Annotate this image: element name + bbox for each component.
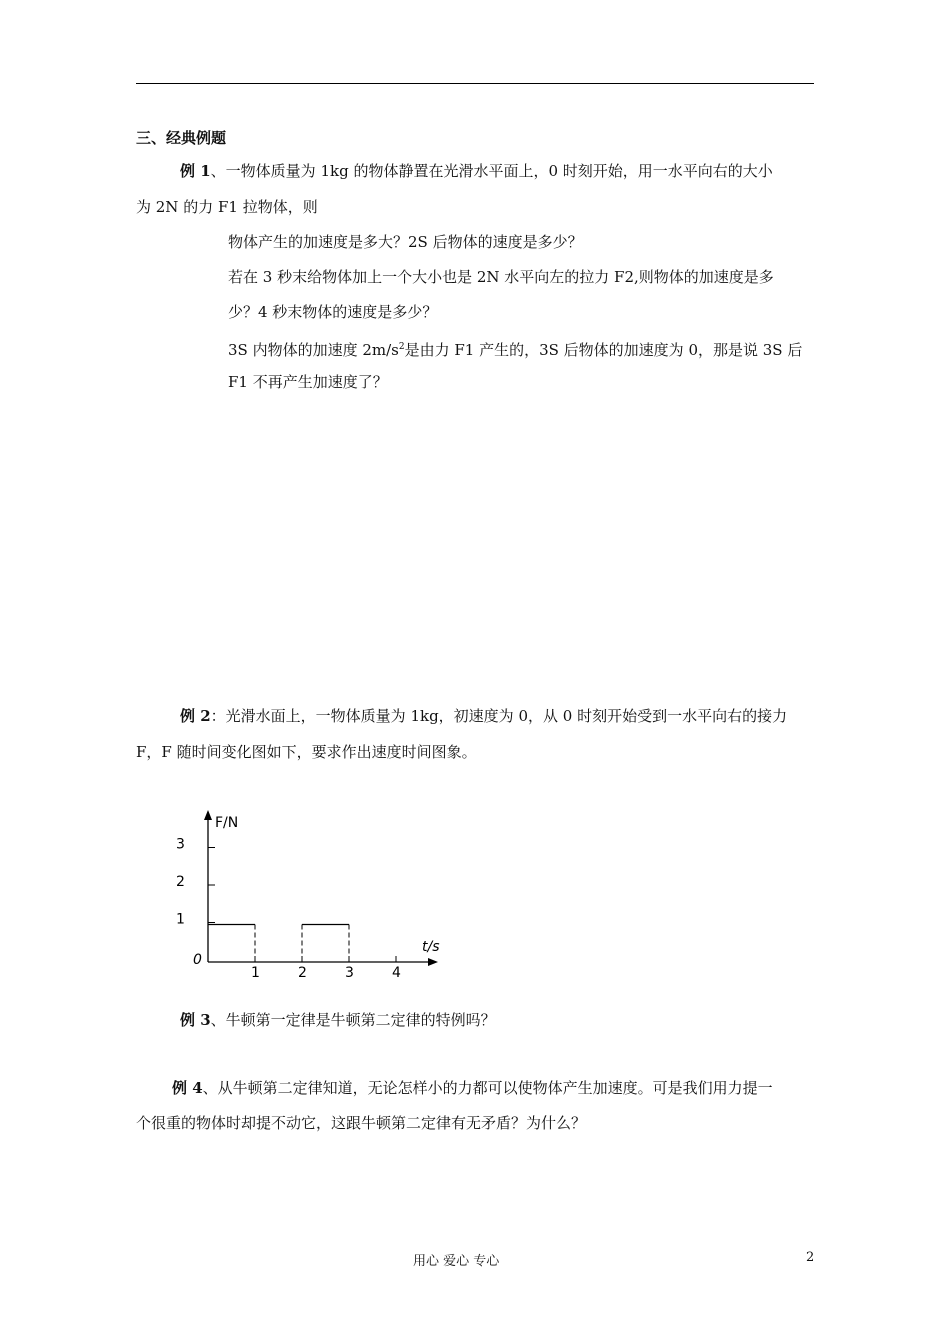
y-axis-arrow — [204, 810, 212, 820]
y-tick-label: 2 — [176, 874, 185, 890]
example-1-question-2b: 少？4 秒末物体的速度是多少？ — [228, 303, 438, 321]
force-time-chart — [160, 800, 460, 985]
example-1-line-2: 为 2N 的力 F1 拉物体，则 — [136, 198, 318, 216]
example-4-line-2: 个很重的物体时却提不动它，这跟牛顿第二定律有无矛盾？为什么？ — [136, 1114, 587, 1132]
x-tick-label: 3 — [345, 965, 354, 981]
y-axis-label: F/N — [215, 815, 239, 831]
example-1-question-2a: 若在 3 秒末给物体加上一个大小也是 2N 水平向左的拉力 F2,则物体的加速度是多 — [228, 268, 774, 286]
x-tick-label: 4 — [392, 965, 401, 981]
example-3-label: 例 3 — [180, 1011, 211, 1029]
example-2-text-1: ：光滑水面上，一物体质量为 1kg，初速度为 0，从 0 时刻开始受到一水平向右的接力 — [210, 707, 788, 725]
y-tick-label: 3 — [176, 836, 185, 853]
footer-motto: 用心 爱心 专心 — [413, 1254, 500, 1269]
example-1-label: 例 1 — [180, 162, 211, 180]
example-1-question-3a — [228, 337, 802, 360]
example-2-label: 例 2 — [180, 707, 211, 725]
example-1-question-3b: F1 不再产生加速度了？ — [228, 373, 388, 391]
question-3a-pre: 3S 内物体的加速度 2m/s — [228, 341, 399, 359]
question-3a-post: 是由力 F1 产生的，3S 后物体的加速度为 0，那是说 3S 后 — [404, 341, 803, 359]
example-3-line — [180, 1010, 496, 1030]
example-1-question-1: 物体产生的加速度是多大？2S 后物体的速度是多少？ — [228, 233, 583, 251]
example-4-text-1: 、从牛顿第二定律知道，无论怎样小的力都可以使物体产生加速度。可是我们用力提一 — [202, 1079, 773, 1097]
example-2-line-2: F，F 随时间变化图如下，要求作出速度时间图象。 — [136, 743, 477, 761]
example-4-label: 例 4 — [172, 1079, 203, 1097]
example-4-line-1 — [172, 1078, 773, 1098]
superscript-2: 2 — [398, 342, 405, 352]
x-tick-label: 1 — [251, 965, 260, 981]
example-3-text: 、牛顿第一定律是牛顿第二定律的特例吗？ — [210, 1011, 496, 1029]
origin-label: 0 — [193, 952, 202, 968]
x-axis-arrow — [428, 958, 438, 966]
page-number: 2 — [806, 1250, 815, 1265]
example-1-text-1: 、一物体质量为 1kg 的物体静置在光滑水平面上，0 时刻开始，用一水平向右的大小 — [210, 162, 773, 180]
x-tick-label: 2 — [298, 965, 307, 981]
x-axis-label: t/s — [422, 939, 440, 955]
section-title: 三、经典例题 — [136, 129, 227, 147]
header-rule — [136, 83, 814, 84]
example-2-line-1 — [180, 706, 787, 726]
y-tick-label: 1 — [176, 911, 185, 928]
example-1-line-1 — [180, 161, 773, 181]
